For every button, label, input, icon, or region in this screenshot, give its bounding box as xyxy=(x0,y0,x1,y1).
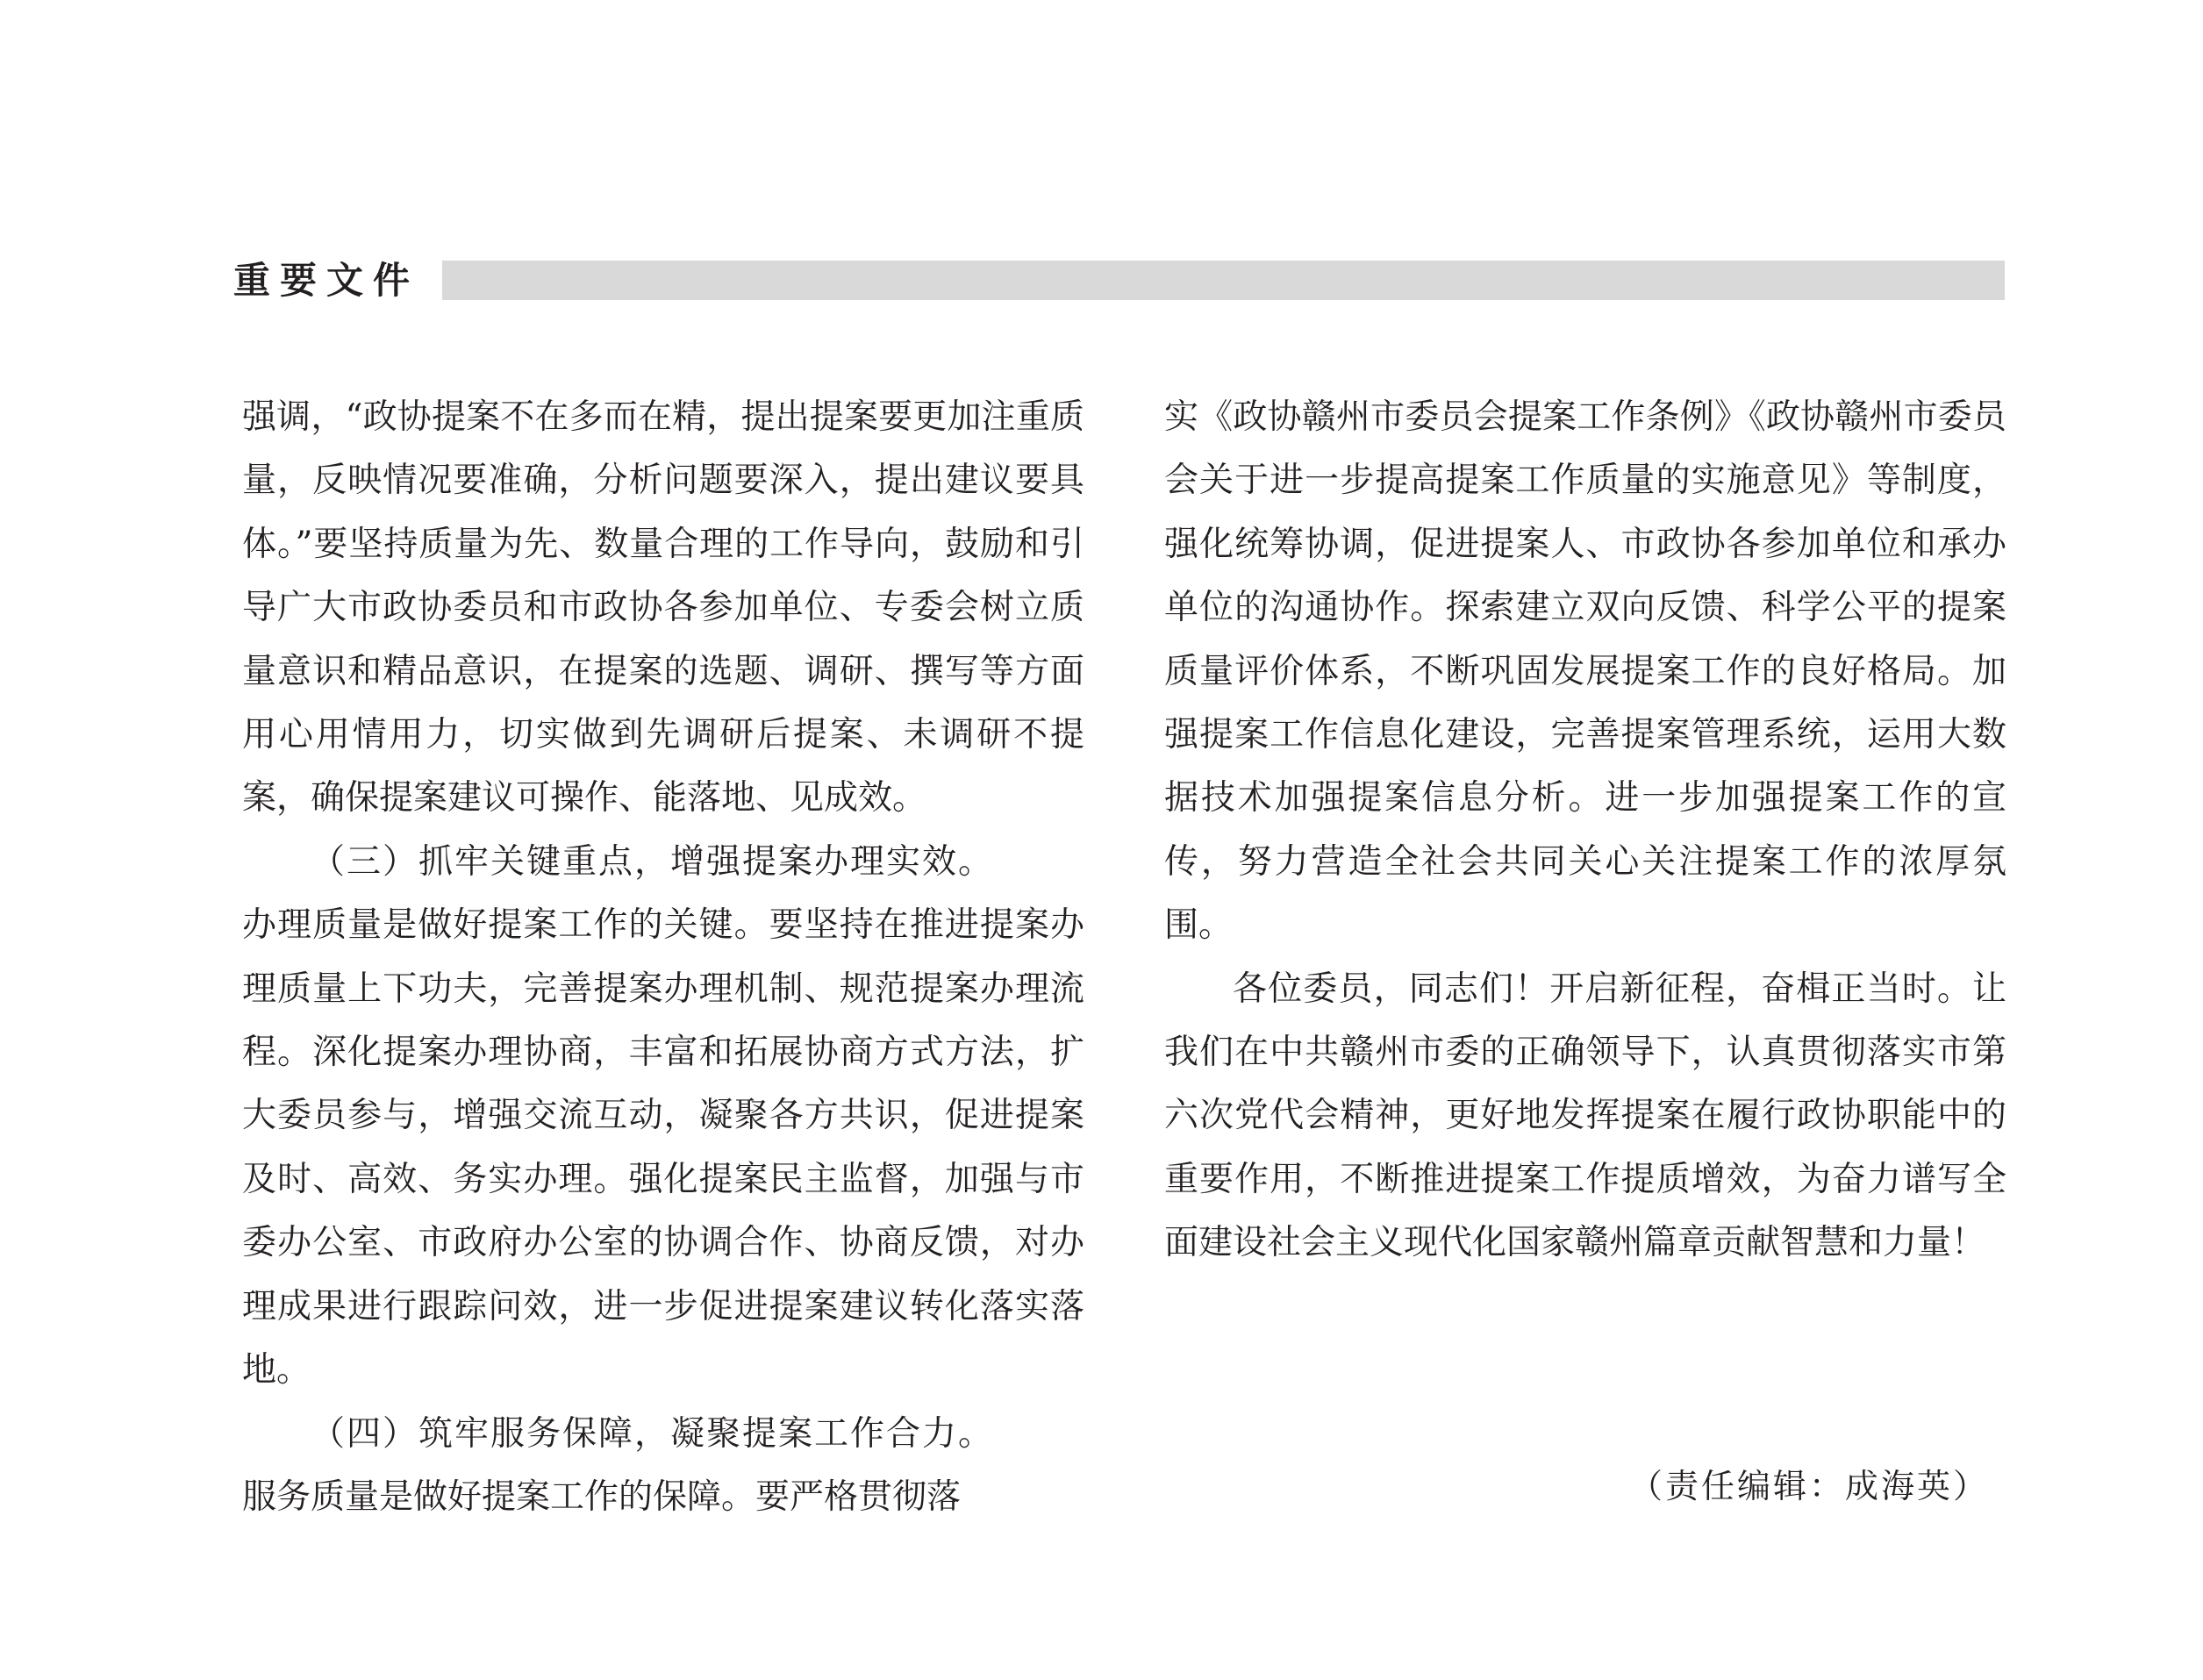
section-label: 重要文件 xyxy=(233,259,420,302)
header-bar xyxy=(442,261,2005,300)
paragraph-service-body: 服务质量是做好提案工作的保障。要严格贯彻落 xyxy=(242,1476,962,1517)
subheading-service: （四）筑牢服务保障，凝聚提案工作合力。 xyxy=(311,1413,995,1454)
left-column xyxy=(242,386,1084,1529)
paragraph-service-heading xyxy=(242,1403,1084,1466)
right-column xyxy=(1164,386,2006,1276)
subheading-handling: （三）抓牢关键重点，增强提案办理实效。 xyxy=(311,841,995,882)
paragraph-closing: 各位委员，同志们！开启新征程，奋楫正当时。让我们在中共赣州市委的正确领导下，认真贯彻落实市第六次党代会精神，更好地发挥提案在履行政协职能中的重要作用，不断推进提案工作提质增效，为奋力谱写全面建设社会主义现代化国家赣州篇章贡献智慧和力量！ xyxy=(1164,969,2006,1263)
editor-note: （责任编辑：成海英） xyxy=(1628,1467,1989,1505)
paragraph-quality-continued: 强调，“政协提案不在多而在精，提出提案要更加注重质量，反映情况要准确，分析问题要深入，提出建议要具体。”要坚持质量为先、数量合理的工作导向，鼓励和引导广大市政协委员和市政协各参加单位、专委会树立质量意识和精品意识，在提案的选题、调研、撰写等方面用心用情用力，切实做到先调研后提案、未调研不提案，确保提案建议可操作、能落地、见成效。 xyxy=(242,397,1084,819)
section-header xyxy=(233,254,2005,307)
paragraph-service-continued: 实《政协赣州市委员会提案工作条例》《政协赣州市委员会关于进一步提高提案工作质量的实施意见》等制度，强化统筹协调，促进提案人、市政协各参加单位和承办单位的沟通协作。探索建立双向反馈、科学公平的提案质量评价体系，不断巩固发展提案工作的良好格局。加强提案工作信息化建设，完善提案管理系统，运用大数据技术加强提案信息分析。进一步加强提案工作的宣传，努力营造全社会共同关心关注提案工作的浓厚氛围。 xyxy=(1164,397,2006,946)
paragraph-handling-body: 办理质量是做好提案工作的关键。要坚持在推进提案办理质量上下功夫，完善提案办理机制、规范提案办理流程。深化提案办理协商，丰富和拓展协商方式方法，扩大委员参与，增强交流互动，凝聚各方共识，促进提案及时、高效、务实办理。强化提案民主监督，加强与市委办公室、市政府办公室的协调合作、协商反馈，对办理成果进行跟踪问效，进一步促进提案建议转化落实落地。 xyxy=(242,905,1084,1390)
paragraph-handling-heading xyxy=(242,831,1084,894)
